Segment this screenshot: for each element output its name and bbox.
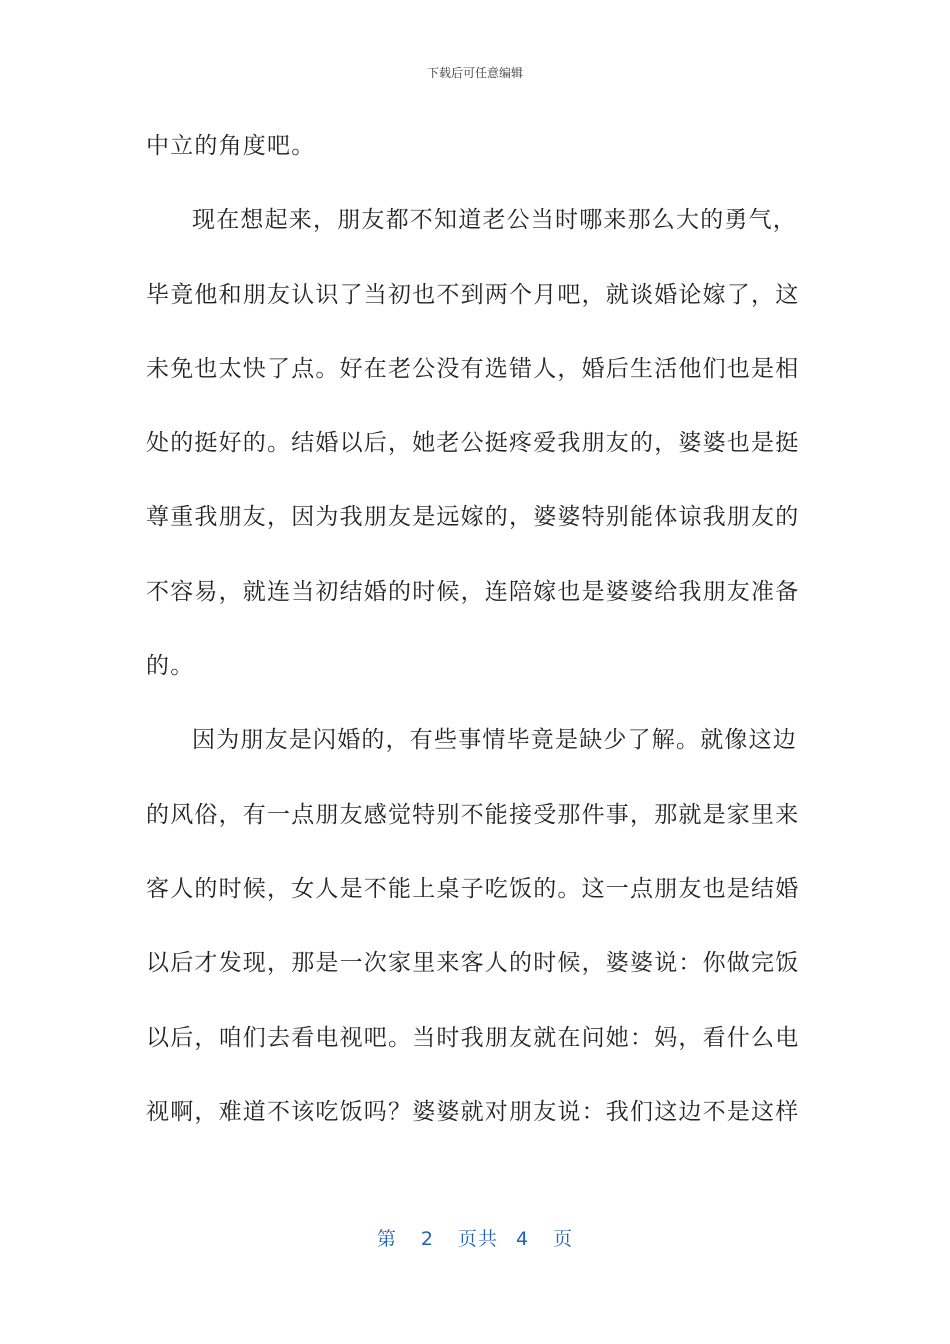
text-line: 毕竟他和朋友认识了当初也不到两个月吧，就谈婚论嫁了，这 bbox=[146, 281, 800, 308]
text-line: 不容易，就连当初结婚的时候，连陪嫁也是婆婆给我朋友准备 bbox=[146, 578, 800, 605]
text-line: 客人的时候，女人是不能上桌子吃饭的。这一点朋友也是结婚 bbox=[146, 875, 800, 902]
text-line: 中立的角度吧。 bbox=[146, 133, 316, 159]
page-header-note: 下载后可任意编辑 bbox=[426, 66, 523, 80]
footer-total-pages: 4 bbox=[516, 1228, 530, 1250]
text-line: 以后才发现，那是一次家里来客人的时候，婆婆说：你做完饭 bbox=[146, 950, 800, 977]
text-line: 的风俗，有一点朋友感觉特别不能接受那件事，那就是家里来 bbox=[146, 801, 800, 828]
footer-prefix: 第 bbox=[376, 1228, 397, 1250]
page-footer bbox=[0, 1224, 950, 1251]
text-line: 以后，咱们去看电视吧。当时我朋友就在问她：妈，看什么电 bbox=[146, 1024, 800, 1051]
document-body bbox=[146, 119, 800, 1159]
paragraph-first-line: 因为朋友是闪婚的，有些事情毕竟是缺少了解。就像这边 bbox=[192, 727, 797, 754]
text-line: 的。 bbox=[146, 653, 195, 680]
footer-suffix: 页 bbox=[553, 1228, 574, 1250]
footer-middle: 页共 bbox=[457, 1228, 498, 1250]
paragraph-first-line: 现在想起来，朋友都不知道老公当时哪来那么大的勇气， bbox=[192, 207, 797, 234]
text-line: 未免也太快了点。好在老公没有选错人，婚后生活他们也是相 bbox=[146, 355, 800, 382]
footer-page-number: 2 bbox=[420, 1228, 434, 1250]
text-line: 视啊，难道不该吃饭吗？婆婆就对朋友说：我们这边不是这样 bbox=[146, 1098, 800, 1125]
text-line: 处的挺好的。结婚以后，她老公挺疼爱我朋友的，婆婆也是挺 bbox=[146, 430, 800, 457]
text-line: 尊重我朋友，因为我朋友是远嫁的，婆婆特别能体谅我朋友的 bbox=[146, 504, 800, 531]
